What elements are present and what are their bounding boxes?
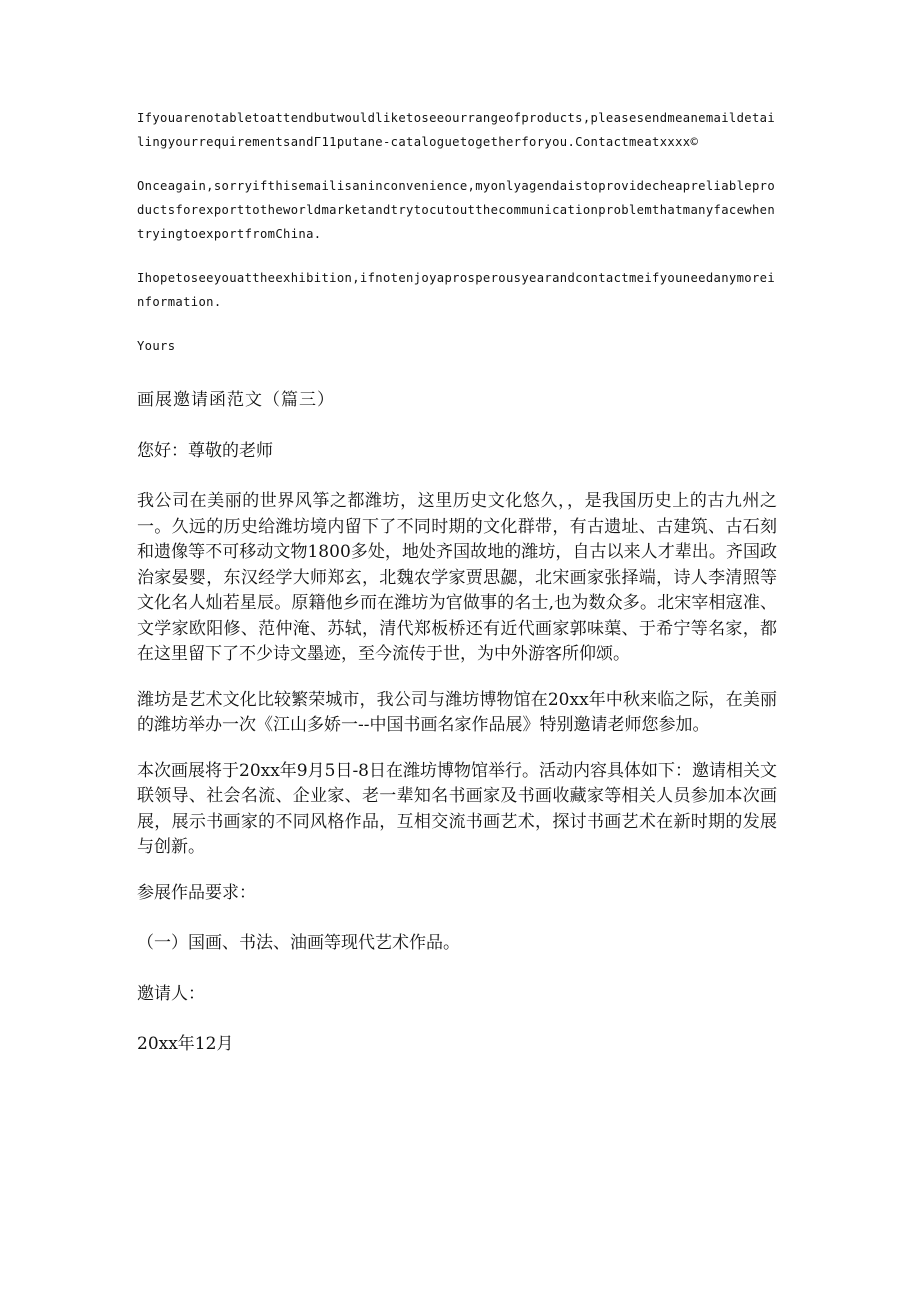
english-paragraph-contact: Ifyouarenotabletoattendbutwouldliketoseeourrangeofproducts,pleasesendmeanemaildetailingyourrequirementsandΓ11putane-cataloguetogetherforyou.Contactmeatxxxx© bbox=[137, 111, 776, 149]
greeting: 您好：尊敬的老师 bbox=[137, 440, 273, 461]
paragraph-exhibition-invite: 潍坊是艺术文化比较繁荣城市，我公司与潍坊博物馆在20xx年中秋来临之际，在美丽的潍坊举办一次《江山多娇一--中国书画名家作品展》特别邀请老师您参加。 bbox=[137, 689, 777, 735]
requirements-heading: 参展作品要求： bbox=[137, 882, 256, 903]
document-date: 20xx年12月 bbox=[137, 1034, 234, 1054]
inviter-label: 邀请人： bbox=[137, 983, 205, 1004]
requirement-item-1: （一）国画、书法、油画等现代艺术作品。 bbox=[137, 933, 460, 953]
english-paragraph-apology: Onceagain,sorryifthisemailisaninconvenience,myonlyagendaistoprovidecheapreliableproductsforexporttotheworldmarketandtrytocutoutthecommunicationproblemthatmanyfacewhentryingtoexportfromChina. bbox=[137, 179, 776, 241]
english-signoff: Yours bbox=[137, 339, 176, 353]
english-paragraph-closing-wish: Ihopetoseeyouattheexhibition,ifnotenjoyaprosperousyearandcontactmeifyouneedanymoreinformation. bbox=[137, 271, 776, 309]
paragraph-exhibition-details: 本次画展将于20xx年9月5日-8日在潍坊博物馆举行。活动内容具体如下：邀请相关文联领导、社会名流、企业家、老一辈知名书画家及书画收藏家等相关人员参加本次画展，展示书画家的不同风格作品，互相交流书画艺术，探讨书画艺术在新时期的发展与创新。 bbox=[137, 760, 777, 857]
document-page bbox=[137, 106, 777, 1078]
section-title: 画展邀请函范文（篇三） bbox=[137, 390, 335, 410]
paragraph-weifang-history: 我公司在美丽的世界风筝之都潍坊，这里历史文化悠久，，是我国历史上的古九州之一。久远的历史给潍坊境内留下了不同时期的文化群带，有古遗址、古建筑、古石刻和遗像等不可移动文物1800多处，地处齐国故地的潍坊，自古以来人才辈出。齐国政治家晏婴，东汉经学大师郑玄，北魏农学家贾思勰，北宋画家张择端，诗人李清照等文化名人灿若星辰。原籍他乡而在潍坊为官做事的名士,也为数众多。北宋宰相寇准、文学家欧阳修、范仲淹、苏轼，清代郑板桥还有近代画家郭味蕖、于希宁等名家，都在这里留下了不少诗文墨迹，至今流传于世，为中外游客所仰颂。 bbox=[137, 491, 777, 664]
